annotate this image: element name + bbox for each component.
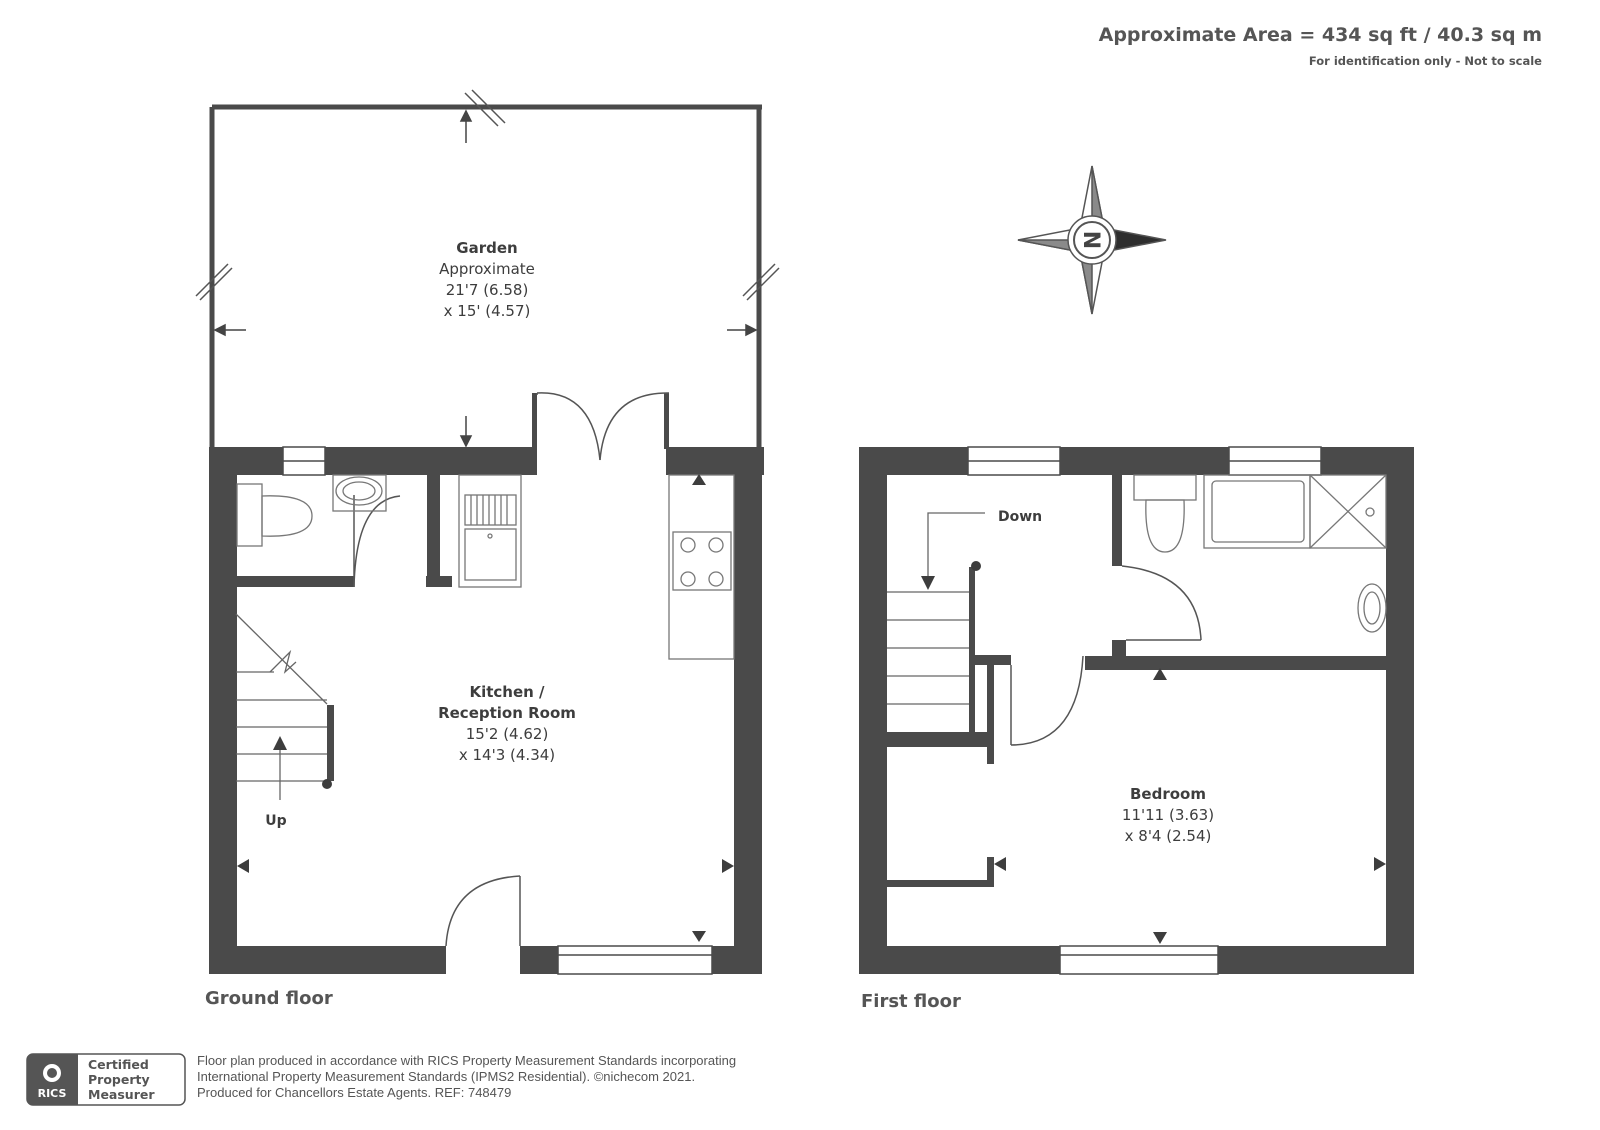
rics-line-1: Certified: [88, 1057, 149, 1072]
kitchen-dim-2: x 14'3 (4.34): [458, 746, 556, 764]
garden-label: [439, 239, 535, 320]
footer-line-3: Produced for Chancellors Estate Agents. REF: 748479: [197, 1085, 512, 1100]
ground-stairs: [236, 614, 327, 800]
garden-dim-2: 21'7 (6.58): [445, 281, 529, 299]
rics-line-2: Property: [88, 1072, 150, 1087]
kitchen-name-2: Reception Room: [438, 704, 576, 722]
rics-lion-icon: [43, 1064, 61, 1082]
first-floor-walls: [859, 447, 1414, 974]
ground-newel-post: [322, 779, 332, 789]
bedroom-name: Bedroom: [1130, 785, 1206, 803]
garden-dimension-arrows: [215, 111, 756, 446]
bedroom-dim-1: 11'11 (3.63): [1121, 806, 1215, 824]
garden-dim-3: x 15' (4.57): [443, 302, 531, 320]
toilet-ground: [237, 484, 312, 546]
rics-brand: RICS: [37, 1087, 67, 1100]
first-floor-doors: [1011, 566, 1201, 745]
garden-dim-1: Approximate: [439, 260, 535, 278]
bathtub: [1204, 475, 1310, 548]
approximate-area: Approximate Area = 434 sq ft / 40.3 sq m: [1098, 24, 1542, 46]
basin-first: [1358, 584, 1386, 632]
stairs-down-label: Down: [998, 509, 1043, 525]
ground-floor-label: Ground floor: [205, 988, 333, 1009]
toilet-first: [1134, 475, 1196, 552]
scale-disclaimer: For identification only - Not to scale: [1308, 54, 1542, 68]
first-floor-label: First floor: [861, 991, 961, 1012]
shower: [1310, 475, 1386, 548]
first-floor-windows: [968, 447, 1321, 974]
down-arrow: [921, 576, 935, 590]
rics-certified-logo: [26, 1053, 186, 1106]
footer-notes: [197, 1053, 797, 1101]
kitchen-label: [438, 683, 576, 764]
first-newel-post: [971, 561, 981, 571]
garden-name: Garden: [456, 239, 518, 257]
bedroom-dim-2: x 8'4 (2.54): [1124, 827, 1212, 845]
bedroom-label: [1122, 785, 1214, 845]
ground-floor-doors: [354, 393, 669, 946]
footer-line-2: International Property Measurement Standards (IPMS2 Residential). ©nichecom 2021.: [197, 1069, 696, 1084]
stairs-up-label: Up: [265, 813, 287, 829]
kitchen-dim-1: 15'2 (4.62): [465, 725, 549, 743]
compass-icon: [1018, 166, 1166, 314]
up-arrow: [273, 736, 287, 750]
rics-line-3: Measurer: [88, 1087, 155, 1102]
footer-line-1: Floor plan produced in accordance with RICS Property Measurement Standards incorporating: [197, 1053, 737, 1068]
kitchen-worktop: [669, 475, 734, 659]
compass-letter: N: [1078, 230, 1103, 250]
kitchen-sink: [459, 475, 521, 587]
kitchen-name-1: Kitchen /: [469, 683, 545, 701]
